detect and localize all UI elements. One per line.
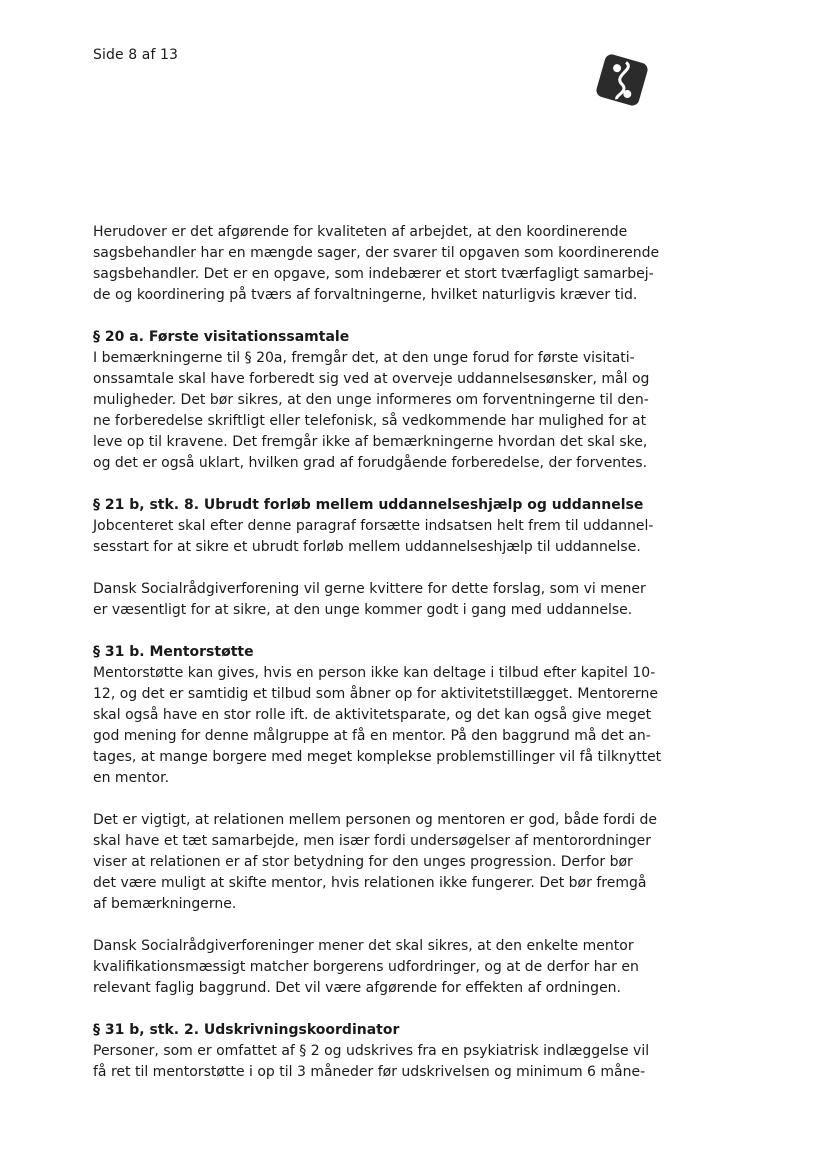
section-21b-heading: § 21 b, stk. 8. Ubrudt forløb mellem uddannelseshjælp og uddannelse	[93, 497, 644, 513]
document-body	[93, 222, 673, 1083]
section-31b-paragraph-3: Dansk Socialrådgiverforeninger mener det skal sikres, at den enkelte mentor kvalifikationsmæssigt matcher borgerens udfordringer, og at de derfor har en relevant faglig baggrund. Det vil være afgørende for effekten af ordningen.	[93, 938, 639, 996]
organisation-logo-icon	[592, 50, 652, 110]
page-number: Side 8 af 13	[93, 47, 179, 63]
section-31b-heading: § 31 b. Mentorstøtte	[93, 644, 254, 660]
section-31b-stk2-heading: § 31 b, stk. 2. Udskrivningskoordinator	[93, 1022, 400, 1038]
section-21b-paragraph: Jobcenteret skal efter denne paragraf forsætte indsatsen helt frem til uddannel- sesstart for at sikre et ubrudt forløb mellem uddannelseshjælp til uddannelse.	[93, 518, 654, 555]
section-20a-heading: § 20 a. Første visitationssamtale	[93, 329, 350, 345]
section-21b-paragraph-2: Dansk Socialrådgiverforening vil gerne kvittere for dette forslag, som vi mener er væsentligt for at sikre, at den unge kommer godt i gang med uddannelse.	[93, 581, 646, 618]
section-31b-stk2-paragraph: Personer, som er omfattet af § 2 og udskrives fra en psykiatrisk indlæggelse vil få ret til mentorstøtte i op til 3 måneder før udskrivelsen og minimum 6 måne-	[93, 1043, 650, 1080]
section-31b-paragraph: Mentorstøtte kan gives, hvis en person ikke kan deltage i tilbud efter kapitel 10- 12, og det er samtidig et tilbud som åbner op for aktivitetstillægget. Mentorerne skal også have en stor rolle ift. de aktivitetsparate, og det kan også give meget god mening for denne målgruppe at få en mentor. På den baggrund må det an- tages, at mange borgere med meget komplekse problemstillinger vil få tilknyttet en mentor.	[93, 665, 662, 786]
intro-paragraph: Herudover er det afgørende for kvaliteten af arbejdet, at den koordinerende sagsbehandler har en mængde sager, der svarer til opgaven som koordinerende sagsbehandler. Det er en opgave, som indebærer et stort tværfagligt samarbej- de og koordinering på tværs af forvaltningerne, hvilket naturligvis kræver tid.	[93, 224, 660, 303]
section-20a-paragraph: I bemærkningerne til § 20a, fremgår det, at den unge forud for første visitati- onssamtale skal have forberedt sig ved at overveje uddannelsesønsker, mål og muligheder. Det bør sikres, at den unge informeres om forventningerne til den- ne forberedelse skriftligt eller telefonisk, så vedkommende har mulighed for at leve op til kravene. Det fremgår ikke af bemærkningerne hvordan det skal ske, og det er også uklart, hvilken grad af forudgående forberedelse, der forventes.	[93, 350, 650, 471]
section-31b-paragraph-2: Det er vigtigt, at relationen mellem personen og mentoren er god, både fordi de skal have et tæt samarbejde, men især fordi undersøgelser af mentorordninger viser at relationen er af stor betydning for den unges progression. Derfor bør det være muligt at skifte mentor, hvis relationen ikke fungerer. Det bør fremgå af bemærkningerne.	[93, 812, 657, 912]
